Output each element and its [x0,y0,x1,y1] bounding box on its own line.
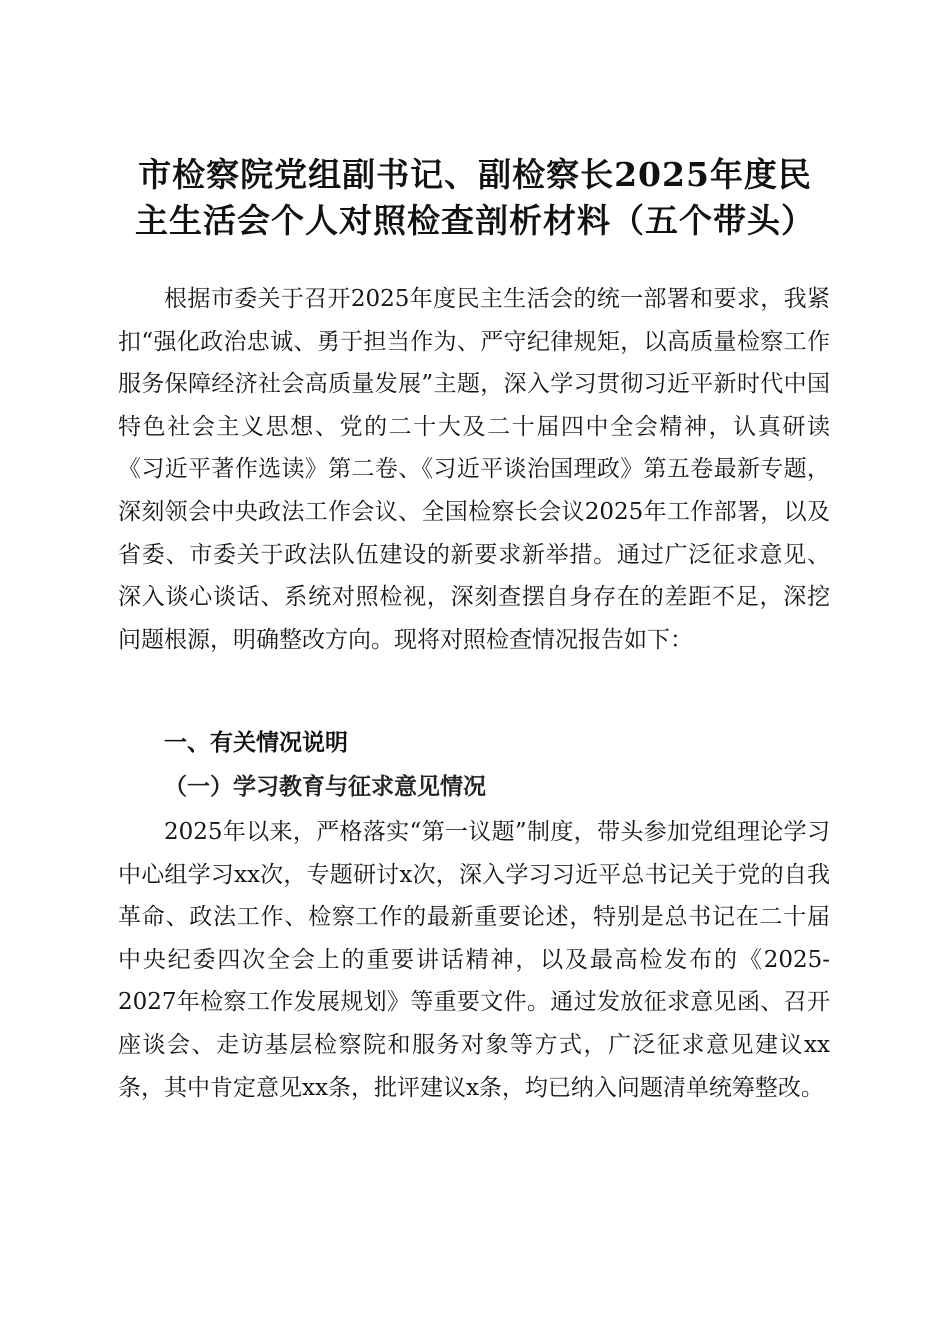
subsection-heading-study: （一）学习教育与征求意见情况 [164,774,486,800]
title-line-2: 主生活会个人对照检查剖析材料（五个带头） [135,201,815,241]
intro-paragraph: 根据市委关于召开2025年度民主生活会的统一部署和要求，我紧扣“强化政治忠诚、勇于担当作为、严守纪律规矩，以高质量检察工作服务保障经济社会高质量发展”主题，深入学习贯彻习近平新时代中国特色社会主义思想、党的二十大及二十届四中全会精神，认真研读《习近平著作选读》第二卷、《习近平谈治国理政》第五卷最新专题，深刻领会中央政法工作会议、全国检察长会议2025年工作部署，以及省委、市委关于政法队伍建设的新要求新举措。通过广泛征求意见、深入谈心谈话、系统对照检视，深刻查摆自身存在的差距不足，深挖问题根源，明确整改方向。现将对照检查情况报告如下： [118,286,830,653]
section-heading-situation: 一、有关情况说明 [164,730,348,756]
title-line-1: 市检察院党组副书记、副检察长2025年度民 [138,155,812,195]
document-title [100,152,850,244]
study-paragraph: 2025年以来，严格落实“第一议题”制度，带头参加党组理论学习中心组学习xx次，专题研讨x次，深入学习习近平总书记关于党的自我革命、政法工作、检察工作的最新重要论述，特别是总书记在二十届中央纪委四次全会上的重要讲话精神，以及最高检发布的《2025-2027年检察工作发展规划》等重要文件。通过发放征求意见函、召开座谈会、走访基层检察院和服务对象等方式，广泛征求意见建议xx条，其中肯定意见xx条，批评建议x条，均已纳入问题清单统筹整改。 [118,819,830,1101]
